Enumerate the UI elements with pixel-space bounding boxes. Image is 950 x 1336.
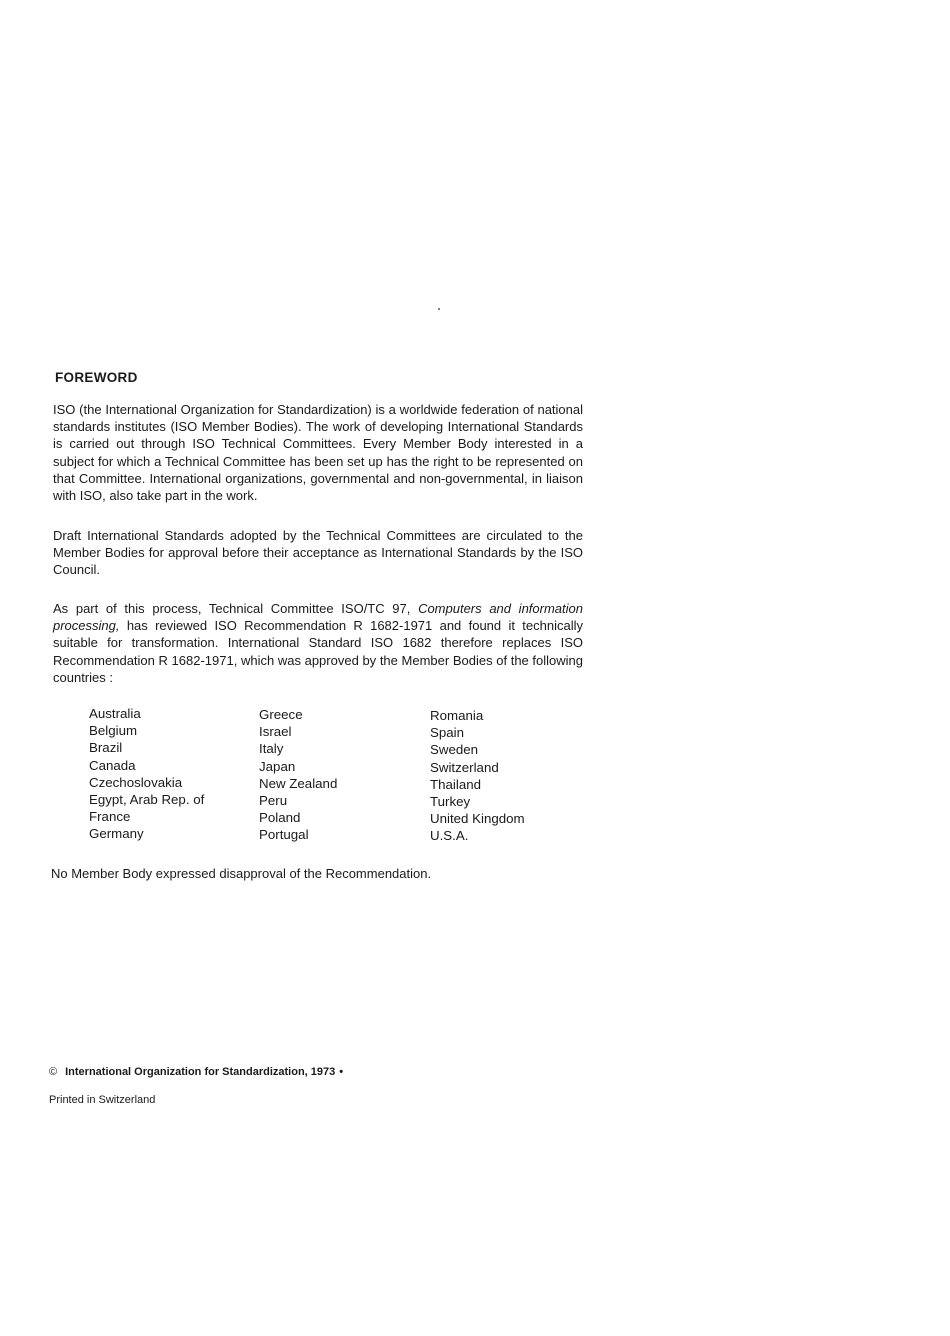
country-item: New Zealand <box>259 775 338 791</box>
foreword-paragraph-3 <box>53 600 583 686</box>
country-item: Canada <box>89 757 136 773</box>
country-item: United Kingdom <box>430 811 525 827</box>
country-item: Israel <box>259 724 292 740</box>
country-item: Australia <box>89 706 141 721</box>
scan-speck <box>438 308 440 310</box>
country-item: Turkey <box>430 794 471 810</box>
country-item: Brazil <box>89 740 123 756</box>
country-item: France <box>89 809 131 825</box>
country-item: Spain <box>430 725 465 741</box>
closing-statement: No Member Body expressed disapproval of the Recommendation. <box>51 866 432 881</box>
copyright-text: International Organization for Standardization, 1973 <box>65 1066 336 1078</box>
country-item: Italy <box>259 741 284 757</box>
countries-column-2 <box>259 706 337 844</box>
country-item: U.S.A. <box>430 828 469 844</box>
copyright-symbol: © <box>49 1066 58 1078</box>
country-item: Greece <box>259 707 303 722</box>
printed-in-notice: Printed in Switzerland <box>49 1094 156 1106</box>
bullet-mark: • <box>339 1066 344 1078</box>
country-item: Germany <box>89 826 144 842</box>
country-item: Sweden <box>430 742 479 758</box>
copyright-notice <box>49 1066 343 1078</box>
foreword-paragraph-1: ISO (the International Organization for Standardization) is a worldwide federation of national standards institutes (ISO Member Bodies). The work of developing International Standards is carried out through ISO Technical Committees. Every Member Body interested in a subject for which a Technical Committee has been set up has the right to be represented on that Committee. International organizations, governmental and non-governmental, in liaison with ISO, also take part in the work. <box>53 402 583 504</box>
country-item: Japan <box>259 758 296 774</box>
country-item: Switzerland <box>430 759 499 775</box>
paragraph-3-intro: As part of this process, Technical Committee ISO/TC 97, <box>53 601 411 616</box>
country-item: Czechoslovakia <box>89 774 183 790</box>
foreword-paragraph-2: Draft International Standards adopted by the Technical Committees are circulated to the Member Bodies for approval before their acceptance as International Standards by the ISO Council. <box>53 528 583 578</box>
country-item: Thailand <box>430 776 482 792</box>
paragraph-3-body: has reviewed ISO Recommendation R 1682-1971 and found it technically suitable for transformation. International Standard ISO 1682 therefore replaces ISO Recommendation R 1682-1971, which was approved by the Member Bodies of the following countries : <box>53 618 583 685</box>
foreword-heading: FOREWORD <box>55 370 138 385</box>
country-item: Peru <box>259 793 288 809</box>
country-item: Belgium <box>89 723 138 739</box>
committee-title: Computers and information processing, <box>53 601 583 634</box>
countries-column-3 <box>430 707 525 845</box>
countries-column-1 <box>89 705 204 843</box>
country-item: Portugal <box>259 827 309 843</box>
country-item: Romania <box>430 708 484 723</box>
country-item: Poland <box>259 810 301 826</box>
country-item: Egypt, Arab Rep. of <box>89 792 205 808</box>
